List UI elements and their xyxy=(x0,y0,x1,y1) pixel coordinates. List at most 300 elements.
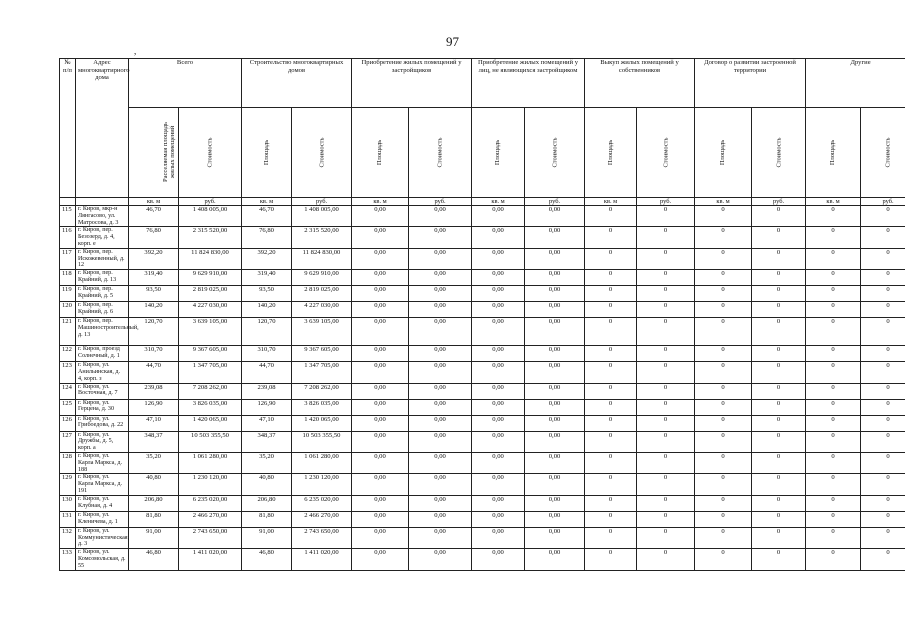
header-group-purchase-other: Приобретение жилых помещений у лиц, не являющихся застройщиком xyxy=(472,59,585,108)
units-cell: руб. xyxy=(409,198,472,206)
row-address: г. Киров, ул. Грибоедова, д. 22 xyxy=(76,415,129,431)
row-value: 0,00 xyxy=(525,452,585,473)
row-value: 0 xyxy=(695,248,752,269)
row-value: 76,80 xyxy=(242,227,292,248)
row-value: 0,00 xyxy=(525,286,585,302)
row-value: 0 xyxy=(806,495,861,511)
row-value: 0 xyxy=(806,415,861,431)
row-value: 0 xyxy=(585,383,637,399)
row-value: 0,00 xyxy=(525,362,585,383)
row-number: 122 xyxy=(60,346,76,362)
row-value: 44,70 xyxy=(129,362,179,383)
row-value: 0 xyxy=(806,399,861,415)
row-value: 319,40 xyxy=(242,270,292,286)
row-value: 2 743 650,00 xyxy=(292,527,352,548)
row-value: 0 xyxy=(637,318,695,346)
row-value: 0,00 xyxy=(352,227,409,248)
row-value: 0 xyxy=(861,527,905,548)
row-value: 0,00 xyxy=(352,346,409,362)
units-cell-blank xyxy=(76,198,129,206)
row-value: 0,00 xyxy=(352,206,409,227)
row-value: 0 xyxy=(806,227,861,248)
row-value: 0,00 xyxy=(352,399,409,415)
row-number: 121 xyxy=(60,318,76,346)
row-value: 0 xyxy=(752,318,806,346)
row-value: 0 xyxy=(695,399,752,415)
row-value: 140,20 xyxy=(242,302,292,318)
row-value: 46,80 xyxy=(242,549,292,570)
row-address: г. Киров, пер. Безозерд, д. 4, корп. е xyxy=(76,227,129,248)
row-value: 0 xyxy=(861,248,905,269)
row-value: 1 061 280,00 xyxy=(292,452,352,473)
row-number: 116 xyxy=(60,227,76,248)
row-value: 46,70 xyxy=(129,206,179,227)
table-body xyxy=(60,198,905,571)
row-value: 0,00 xyxy=(409,495,472,511)
row-value: 0 xyxy=(637,270,695,286)
row-value: 0 xyxy=(752,302,806,318)
table-row xyxy=(60,302,905,318)
row-value: 0,00 xyxy=(409,362,472,383)
units-cell: руб. xyxy=(861,198,905,206)
row-value: 44,70 xyxy=(242,362,292,383)
row-number: 123 xyxy=(60,362,76,383)
row-value: 10 503 355,50 xyxy=(292,431,352,452)
row-value: 0 xyxy=(861,549,905,570)
row-value: 0 xyxy=(752,286,806,302)
row-value: 0 xyxy=(752,527,806,548)
row-value: 0 xyxy=(585,362,637,383)
row-value: 81,80 xyxy=(129,511,179,527)
row-value: 0 xyxy=(695,431,752,452)
table-row xyxy=(60,206,905,227)
row-value: 0 xyxy=(585,527,637,548)
header-group-buyout: Выкуп жилых помещений у собственников xyxy=(585,59,695,108)
row-value: 0,00 xyxy=(525,346,585,362)
row-value: 1 411 020,00 xyxy=(292,549,352,570)
header-group-purchase-developer: Приобретение жилых помещений у застройщиков xyxy=(352,59,472,108)
row-value: 0 xyxy=(637,511,695,527)
header-agreement-area: Площадь xyxy=(695,108,752,198)
row-value: 0 xyxy=(861,452,905,473)
row-value: 0,00 xyxy=(352,431,409,452)
row-value: 0,00 xyxy=(472,415,525,431)
row-value: 0,00 xyxy=(525,318,585,346)
row-address: г. Киров, пер. Крайний, д. 6 xyxy=(76,302,129,318)
row-address: г. Киров, проезд Солнечный, д. 1 xyxy=(76,346,129,362)
row-value: 3 639 105,00 xyxy=(292,318,352,346)
row-value: 0,00 xyxy=(525,270,585,286)
units-cell: кв. м xyxy=(352,198,409,206)
row-value: 0 xyxy=(695,302,752,318)
row-value: 0 xyxy=(806,511,861,527)
row-value: 35,20 xyxy=(129,452,179,473)
table-row xyxy=(60,227,905,248)
row-value: 239,08 xyxy=(129,383,179,399)
header-total-area: Расселяемая площадь жилых помещений xyxy=(129,108,179,198)
row-number: 119 xyxy=(60,286,76,302)
row-value: 9 629 910,00 xyxy=(292,270,352,286)
row-value: 0,00 xyxy=(472,206,525,227)
row-value: 0 xyxy=(585,495,637,511)
row-value: 0 xyxy=(752,495,806,511)
row-value: 0 xyxy=(637,527,695,548)
row-value: 0 xyxy=(806,270,861,286)
row-value: 0 xyxy=(861,431,905,452)
units-cell: руб. xyxy=(525,198,585,206)
row-value: 11 824 830,00 xyxy=(179,248,242,269)
row-value: 0,00 xyxy=(472,474,525,495)
row-value: 0 xyxy=(752,549,806,570)
page-number: 97 xyxy=(446,34,459,49)
row-value: 0,00 xyxy=(472,383,525,399)
row-address: г. Киров, ул. Коммунистическая, д. 3 xyxy=(76,527,129,548)
resettlement-table xyxy=(59,58,905,571)
row-value: 0 xyxy=(637,227,695,248)
row-value: 0,00 xyxy=(472,527,525,548)
row-address: г. Киров, ул. Герцена, д. 30 xyxy=(76,399,129,415)
row-value: 0 xyxy=(637,431,695,452)
row-number: 133 xyxy=(60,549,76,570)
row-value: 0 xyxy=(861,318,905,346)
row-value: 206,80 xyxy=(242,495,292,511)
units-cell: кв. м xyxy=(806,198,861,206)
row-value: 0,00 xyxy=(409,206,472,227)
row-value: 0 xyxy=(861,511,905,527)
row-value: 0 xyxy=(695,527,752,548)
row-value: 0 xyxy=(806,452,861,473)
header-construction-area: Площадь xyxy=(242,108,292,198)
row-value: 0 xyxy=(861,346,905,362)
row-value: 0 xyxy=(752,346,806,362)
row-value: 0 xyxy=(585,511,637,527)
row-number: 120 xyxy=(60,302,76,318)
row-value: 1 411 020,00 xyxy=(179,549,242,570)
row-value: 9 629 910,00 xyxy=(179,270,242,286)
row-value: 0 xyxy=(752,248,806,269)
row-value: 0,00 xyxy=(352,474,409,495)
row-value: 1 420 065,00 xyxy=(292,415,352,431)
row-value: 46,70 xyxy=(242,206,292,227)
row-value: 46,80 xyxy=(129,549,179,570)
row-value: 0 xyxy=(806,383,861,399)
row-address: г. Киров, ул. Карла Маркса, д. 188 xyxy=(76,452,129,473)
row-value: 47,10 xyxy=(129,415,179,431)
row-number: 127 xyxy=(60,431,76,452)
row-value: 0,00 xyxy=(525,527,585,548)
row-value: 0 xyxy=(637,286,695,302)
row-value: 0 xyxy=(637,362,695,383)
row-value: 0 xyxy=(861,206,905,227)
row-value: 0,00 xyxy=(472,302,525,318)
row-value: 0 xyxy=(637,549,695,570)
row-value: 0,00 xyxy=(472,318,525,346)
row-value: 0,00 xyxy=(409,383,472,399)
row-value: 93,50 xyxy=(129,286,179,302)
row-value: 0 xyxy=(695,270,752,286)
row-value: 3 639 105,00 xyxy=(179,318,242,346)
row-value: 0 xyxy=(585,346,637,362)
row-value: 0,00 xyxy=(352,248,409,269)
row-value: 310,70 xyxy=(129,346,179,362)
scan-mark: , xyxy=(134,46,137,56)
header-group-construction: Строительство многоквартирных домов xyxy=(242,59,352,108)
table-row xyxy=(60,549,905,570)
row-value: 0 xyxy=(695,362,752,383)
row-address: г. Киров, ул. Дружбы, д. 5, корп. а xyxy=(76,431,129,452)
row-value: 4 227 030,00 xyxy=(179,302,242,318)
units-cell: руб. xyxy=(752,198,806,206)
row-value: 0 xyxy=(752,399,806,415)
row-value: 0,00 xyxy=(409,452,472,473)
units-row xyxy=(60,198,905,206)
row-address: г. Киров, ул. Карла Маркса, д. 191 xyxy=(76,474,129,495)
row-value: 0 xyxy=(861,227,905,248)
row-value: 0 xyxy=(695,511,752,527)
row-value: 0,00 xyxy=(409,248,472,269)
row-number: 117 xyxy=(60,248,76,269)
row-value: 0,00 xyxy=(409,474,472,495)
row-value: 0,00 xyxy=(352,318,409,346)
row-value: 0 xyxy=(806,286,861,302)
row-value: 0 xyxy=(585,270,637,286)
table-row xyxy=(60,495,905,511)
row-value: 40,80 xyxy=(129,474,179,495)
row-value: 0 xyxy=(585,286,637,302)
row-number: 124 xyxy=(60,383,76,399)
row-value: 11 824 830,00 xyxy=(292,248,352,269)
row-value: 1 420 065,00 xyxy=(179,415,242,431)
table-row xyxy=(60,415,905,431)
row-value: 0,00 xyxy=(472,431,525,452)
row-value: 0,00 xyxy=(352,415,409,431)
row-value: 1 408 005,00 xyxy=(292,206,352,227)
row-value: 0 xyxy=(806,549,861,570)
row-value: 0 xyxy=(861,270,905,286)
row-value: 6 235 020,00 xyxy=(179,495,242,511)
row-value: 0,00 xyxy=(409,318,472,346)
row-value: 319,40 xyxy=(129,270,179,286)
row-value: 0,00 xyxy=(525,383,585,399)
header-agreement-cost: Стоимость xyxy=(752,108,806,198)
row-value: 0,00 xyxy=(472,495,525,511)
row-number: 125 xyxy=(60,399,76,415)
row-value: 6 235 020,00 xyxy=(292,495,352,511)
row-value: 126,90 xyxy=(129,399,179,415)
row-number: 128 xyxy=(60,452,76,473)
table-row xyxy=(60,474,905,495)
row-value: 0 xyxy=(695,495,752,511)
units-cell: кв. м xyxy=(129,198,179,206)
row-value: 0 xyxy=(752,227,806,248)
row-address: г. Киров, ул. Анильинская, д. 4, корп. з xyxy=(76,362,129,383)
row-value: 0 xyxy=(585,318,637,346)
table-row xyxy=(60,346,905,362)
row-number: 131 xyxy=(60,511,76,527)
row-value: 0 xyxy=(695,318,752,346)
table-row xyxy=(60,270,905,286)
row-value: 0,00 xyxy=(352,383,409,399)
row-value: 0,00 xyxy=(409,431,472,452)
row-value: 2 466 270,00 xyxy=(179,511,242,527)
units-cell: руб. xyxy=(179,198,242,206)
header-total-cost: Стоимость xyxy=(179,108,242,198)
row-value: 0 xyxy=(695,474,752,495)
row-value: 0 xyxy=(585,399,637,415)
row-value: 0,00 xyxy=(472,248,525,269)
row-value: 0,00 xyxy=(409,415,472,431)
units-cell: кв. м xyxy=(472,198,525,206)
row-value: 0,00 xyxy=(472,549,525,570)
table-row xyxy=(60,399,905,415)
row-value: 0 xyxy=(861,415,905,431)
row-value: 40,80 xyxy=(242,474,292,495)
row-value: 392,20 xyxy=(129,248,179,269)
row-value: 348,37 xyxy=(242,431,292,452)
row-value: 0 xyxy=(752,452,806,473)
row-value: 0,00 xyxy=(525,206,585,227)
row-value: 0 xyxy=(861,302,905,318)
row-value: 81,80 xyxy=(242,511,292,527)
row-value: 0,00 xyxy=(352,549,409,570)
row-value: 0 xyxy=(806,206,861,227)
row-value: 0 xyxy=(806,248,861,269)
row-value: 9 367 605,00 xyxy=(292,346,352,362)
row-value: 0 xyxy=(637,495,695,511)
row-value: 0 xyxy=(861,474,905,495)
row-value: 0 xyxy=(695,549,752,570)
row-value: 0 xyxy=(806,362,861,383)
row-value: 0,00 xyxy=(472,362,525,383)
row-address: г. Киров, пер. Крайний, д. 5 xyxy=(76,286,129,302)
row-value: 0,00 xyxy=(352,286,409,302)
units-cell-blank xyxy=(60,198,76,206)
header-group-development-agreement: Договор о развитии застроенной территории xyxy=(695,59,806,108)
row-value: 0,00 xyxy=(472,346,525,362)
row-address: г. Киров, пер. Крайний, д. 13 xyxy=(76,270,129,286)
row-value: 0 xyxy=(752,206,806,227)
table-row xyxy=(60,431,905,452)
row-value: 3 826 035,00 xyxy=(292,399,352,415)
row-number: 132 xyxy=(60,527,76,548)
row-value: 348,37 xyxy=(129,431,179,452)
row-value: 91,00 xyxy=(129,527,179,548)
row-value: 0 xyxy=(585,415,637,431)
row-value: 9 367 605,00 xyxy=(179,346,242,362)
row-value: 0,00 xyxy=(525,227,585,248)
row-value: 0,00 xyxy=(525,511,585,527)
table-row xyxy=(60,318,905,346)
row-value: 1 230 120,00 xyxy=(179,474,242,495)
row-value: 0 xyxy=(585,302,637,318)
units-cell: руб. xyxy=(292,198,352,206)
row-value: 0 xyxy=(752,362,806,383)
row-value: 126,90 xyxy=(242,399,292,415)
row-value: 0,00 xyxy=(352,362,409,383)
row-value: 0 xyxy=(806,302,861,318)
row-value: 0 xyxy=(806,474,861,495)
row-value: 0 xyxy=(861,362,905,383)
row-value: 0 xyxy=(861,383,905,399)
row-address: г. Киров, ул. Комсомольская, д. 55 xyxy=(76,549,129,570)
row-value: 206,80 xyxy=(129,495,179,511)
row-value: 1 408 005,00 xyxy=(179,206,242,227)
row-value: 2 315 520,00 xyxy=(179,227,242,248)
row-number: 126 xyxy=(60,415,76,431)
row-value: 0,00 xyxy=(525,248,585,269)
table-row xyxy=(60,362,905,383)
row-value: 0,00 xyxy=(352,452,409,473)
header-buyout-cost: Стоимость xyxy=(637,108,695,198)
header-address: Адрес многоквартирного дома xyxy=(76,59,129,198)
table-row xyxy=(60,286,905,302)
header-other-cost: Стоимость xyxy=(861,108,905,198)
row-value: 0,00 xyxy=(472,286,525,302)
row-value: 0 xyxy=(637,206,695,227)
row-value: 1 230 120,00 xyxy=(292,474,352,495)
row-value: 0 xyxy=(585,549,637,570)
row-value: 1 347 705,00 xyxy=(179,362,242,383)
row-value: 0,00 xyxy=(525,399,585,415)
row-value: 0 xyxy=(752,270,806,286)
row-value: 47,10 xyxy=(242,415,292,431)
row-value: 0 xyxy=(585,452,637,473)
row-value: 0 xyxy=(752,431,806,452)
row-number: 129 xyxy=(60,474,76,495)
header-number: № п/п xyxy=(60,59,76,198)
row-value: 0 xyxy=(637,346,695,362)
row-value: 0 xyxy=(752,415,806,431)
row-value: 0 xyxy=(861,399,905,415)
row-address: г. Киров, мкр-н Лянгасово, ул. Матросова, д. 3 xyxy=(76,206,129,227)
row-value: 0 xyxy=(637,399,695,415)
row-value: 0,00 xyxy=(409,527,472,548)
row-value: 0,00 xyxy=(352,495,409,511)
row-value: 0,00 xyxy=(352,302,409,318)
row-value: 0,00 xyxy=(525,549,585,570)
row-value: 10 503 355,50 xyxy=(179,431,242,452)
row-value: 0 xyxy=(752,383,806,399)
row-value: 0 xyxy=(861,286,905,302)
row-address: г. Киров, пер. Искожевенный, д. 12 xyxy=(76,248,129,269)
row-value: 0,00 xyxy=(409,227,472,248)
row-value: 0,00 xyxy=(409,399,472,415)
row-value: 35,20 xyxy=(242,452,292,473)
row-value: 2 315 520,00 xyxy=(292,227,352,248)
row-value: 392,20 xyxy=(242,248,292,269)
row-value: 0,00 xyxy=(525,415,585,431)
row-address: г. Киров, пер. Машиностроительный, д. 13 xyxy=(76,318,129,346)
row-number: 118 xyxy=(60,270,76,286)
row-value: 0 xyxy=(695,206,752,227)
row-value: 0,00 xyxy=(472,399,525,415)
table-row xyxy=(60,527,905,548)
row-value: 0 xyxy=(695,415,752,431)
header-nondeveloper-cost: Стоимость xyxy=(525,108,585,198)
header-developer-area: Площадь xyxy=(352,108,409,198)
row-value: 0,00 xyxy=(409,286,472,302)
header-group-other: Другие xyxy=(806,59,905,108)
row-value: 0 xyxy=(806,318,861,346)
row-value: 0 xyxy=(637,415,695,431)
row-value: 76,80 xyxy=(129,227,179,248)
units-cell: руб. xyxy=(637,198,695,206)
row-value: 0,00 xyxy=(472,511,525,527)
row-value: 0 xyxy=(637,383,695,399)
row-value: 3 826 035,00 xyxy=(179,399,242,415)
header-buyout-area: Площадь xyxy=(585,108,637,198)
table-row xyxy=(60,383,905,399)
